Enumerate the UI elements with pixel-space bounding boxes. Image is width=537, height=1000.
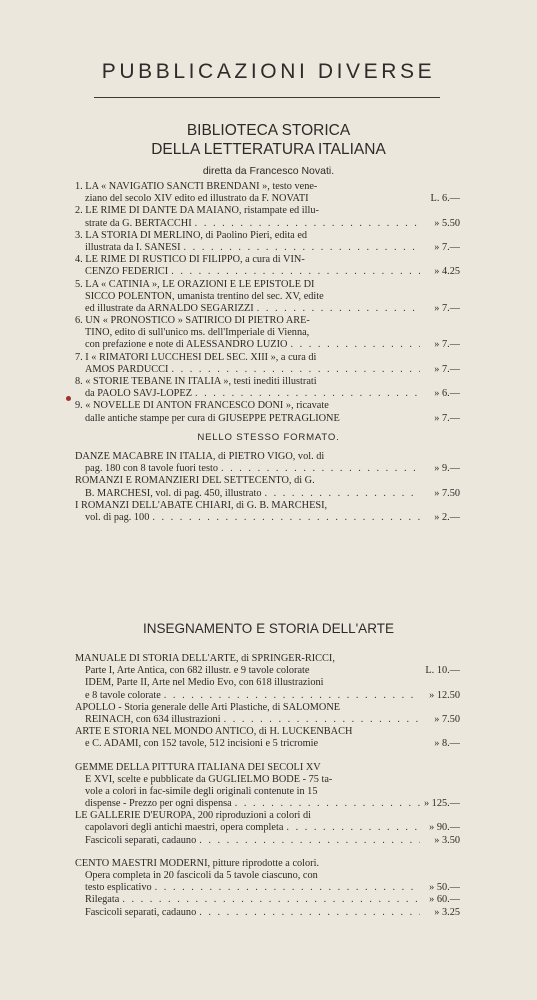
- catalog-line-text: DANZE MACABRE IN ITALIA, di PIETRO VIGO, vol. di: [75, 451, 325, 462]
- catalog-line: [75, 327, 460, 339]
- price: » 8.—: [434, 738, 460, 750]
- catalog-line: [75, 303, 460, 315]
- catalog-line: [75, 714, 460, 726]
- catalog-line-text: GEMME DELLA PITTURA ITALIANA DEI SECOLI XV: [75, 761, 321, 773]
- price: » 6.—: [434, 388, 460, 400]
- leader-dots: [254, 303, 420, 315]
- price: » 50.—: [429, 882, 460, 894]
- catalog-line: [75, 726, 460, 738]
- catalog-line: [75, 254, 460, 266]
- catalog-line: [75, 291, 460, 303]
- leader-dots: [168, 266, 420, 278]
- catalog-line: [75, 774, 460, 786]
- catalog-line: [75, 835, 460, 847]
- catalog-line: [75, 315, 460, 327]
- catalog-line: [75, 798, 460, 810]
- nello-stesso-list: [75, 451, 460, 524]
- catalog-line: [75, 364, 460, 376]
- catalog-line: [75, 242, 460, 254]
- biblioteca-list: [75, 181, 460, 425]
- catalog-line-text: ROMANZI E ROMANZIERI DEL SETTECENTO, di G.: [75, 475, 315, 487]
- catalog-line-text: SICCO POLENTON, umanista trentino del sec. XV, edite: [85, 290, 324, 302]
- catalog-line-text: pag. 180 con 8 tavole fuori testo: [85, 463, 218, 475]
- leader-dots: [119, 894, 420, 906]
- catalog-line: [75, 463, 460, 475]
- leader-dots: [196, 835, 420, 847]
- leader-dots: [161, 690, 420, 702]
- catalog-line-text: capolavori degli antichi maestri, opera completa: [85, 822, 284, 834]
- catalog-line-text: Fascicoli separati, cadauno: [85, 906, 197, 918]
- catalog-line: [75, 279, 460, 291]
- catalog-line: [75, 193, 460, 205]
- catalog-line: [75, 451, 460, 463]
- catalog-line-text: 3. LA STORIA DI MERLINO, di Paolino Pieri, edita ed: [75, 229, 308, 241]
- price: » 60.—: [429, 894, 460, 906]
- catalog-line-text: 2. LE RIME DI DANTE DA MAIANO, ristampate ed illu-: [75, 205, 319, 217]
- catalog-line-text: E XVI, scelte e pubblicate da GUGLIELMO BODE - 75 ta-: [85, 773, 333, 785]
- catalog-line: [75, 388, 460, 400]
- price: L. 6.—: [430, 193, 460, 205]
- catalog-line-text: illustrata da I. SANESI: [85, 241, 181, 253]
- catalog-line-text: da PAOLO SAVJ-LOPEZ: [85, 388, 192, 400]
- catalog-line-text: 4. LE RIME DI RUSTICO DI FILIPPO, a cura di VIN-: [75, 254, 305, 266]
- catalog-line: [75, 810, 460, 822]
- entry-gap: [75, 751, 460, 762]
- catalog-line: [75, 205, 460, 217]
- catalog-line: [75, 266, 460, 278]
- insegnamento-list: [75, 653, 460, 919]
- nello-stesso-heading: NELLO STESSO FORMATO.: [197, 432, 340, 443]
- leader-dots: [192, 388, 420, 400]
- catalog-line: [75, 738, 460, 750]
- catalog-line-text: 9. « NOVELLE DI ANTON FRANCESCO DONI », ricavate: [75, 400, 329, 412]
- price: » 7.—: [434, 412, 460, 424]
- catalog-line-text: Rilegata: [85, 894, 120, 906]
- catalog-line: [75, 512, 460, 524]
- leader-dots: [149, 512, 420, 524]
- leader-dots: [261, 488, 420, 500]
- catalog-line: [75, 786, 460, 798]
- catalog-line-text: B. MARCHESI, vol. di pag. 450, illustrato: [85, 487, 262, 499]
- catalog-line: [75, 822, 460, 834]
- catalog-line: [75, 665, 460, 677]
- catalog-line-text: e C. ADAMI, con 152 tavole, 512 incisioni e 5 tricromie: [85, 738, 319, 750]
- catalog-line-text: AMOS PARDUCCI: [85, 363, 169, 375]
- catalog-line: [75, 218, 460, 230]
- catalog-line-text: vol. di pag. 100: [85, 511, 150, 523]
- price: » 2.—: [434, 511, 460, 523]
- price: » 9.—: [434, 463, 460, 475]
- biblioteca-title-2: DELLA LETTERATURA ITALIANA: [151, 141, 386, 158]
- catalog-line-text: ed illustrate da ARNALDO SEGARIZZI: [85, 302, 254, 314]
- leader-dots: [192, 218, 420, 230]
- price: » 7.—: [434, 241, 460, 253]
- catalog-line: [75, 488, 460, 500]
- catalog-line: [75, 690, 460, 702]
- catalog-line: [75, 894, 460, 906]
- catalog-line: [75, 858, 460, 870]
- catalog-line: [75, 400, 460, 412]
- catalog-line-text: 5. LA « CATINIA », LE ORAZIONI E LE EPISTOLE DI: [75, 278, 315, 290]
- catalog-line-text: Fascicoli separati, cadauno: [85, 834, 197, 846]
- leader-dots: [152, 882, 420, 894]
- catalog-line-text: Parte I, Arte Antica, con 682 illustr. e 9 tavole colorate: [85, 665, 310, 677]
- price: » 5.50: [434, 217, 460, 229]
- catalog-line-text: e 8 tavole colorate: [85, 689, 161, 701]
- catalog-line-text: con prefazione e note di ALESSANDRO LUZIO: [85, 339, 288, 351]
- price: » 3.50: [434, 834, 460, 846]
- biblioteca-editor: diretta da Francesco Novati.: [202, 165, 335, 177]
- price: » 125.—: [423, 798, 460, 810]
- catalog-line-text: Opera completa in 20 fascicoli da 5 tavole ciascuno, con: [85, 870, 318, 881]
- catalog-line: [75, 181, 460, 193]
- price: » 7.50: [434, 713, 460, 725]
- catalog-line-text: strate da G. BERTACCHI: [85, 217, 192, 229]
- catalog-line-text: CENTO MAESTRI MODERNI, pitture riprodotte a colori.: [75, 857, 320, 869]
- catalog-line-text: APOLLO - Storia generale delle Arti Plastiche, di SALOMONE: [75, 701, 341, 713]
- catalog-line-text: CENZO FEDERICI: [85, 266, 169, 278]
- catalog-line-text: MANUALE DI STORIA DELL'ARTE, di SPRINGER-RICCI,: [75, 653, 335, 664]
- catalog-line-text: ziano del secolo XIV edito ed illustrato da F. NOVATI: [85, 193, 309, 205]
- catalog-line-text: TINO, edito di sull'unico ms. dell'Imperiale di Vienna,: [85, 327, 310, 339]
- price: » 12.50: [429, 689, 460, 701]
- biblioteca-title-1: BIBLIOTECA STORICA: [186, 122, 351, 139]
- catalog-line-text: REINACH, con 634 illustrazioni: [85, 713, 221, 725]
- catalog-line: [75, 882, 460, 894]
- catalog-line-text: IDEM, Parte II, Arte nel Medio Evo, con 618 illustrazioni: [85, 677, 324, 689]
- catalog-line: [75, 500, 460, 512]
- catalog-line-text: LE GALLERIE D'EUROPA, 200 riproduzioni a colori di: [75, 810, 311, 822]
- leader-dots: [221, 714, 420, 726]
- price: » 3.25: [434, 906, 460, 918]
- leader-dots: [218, 463, 420, 475]
- page-title: PUBBLICAZIONI DIVERSE: [101, 60, 436, 83]
- catalog-line: [75, 653, 460, 665]
- price: » 4.25: [434, 266, 460, 278]
- leader-dots: [287, 339, 420, 351]
- catalog-line: [75, 413, 460, 425]
- catalog-line: [75, 677, 460, 689]
- leader-dots: [196, 907, 420, 919]
- price: L. 10.—: [425, 665, 460, 677]
- price: » 7.—: [434, 302, 460, 314]
- price: » 7.—: [434, 339, 460, 351]
- catalog-line-text: testo esplicativo: [85, 882, 152, 894]
- price: » 7.—: [434, 363, 460, 375]
- catalog-line-text: ARTE E STORIA NEL MONDO ANTICO, di H. LUCKENBACH: [75, 726, 353, 738]
- catalog-line: [75, 339, 460, 351]
- price: » 90.—: [429, 822, 460, 834]
- catalog-line: [75, 475, 460, 487]
- price: » 7.50: [434, 487, 460, 499]
- catalog-line-text: 1. LA « NAVIGATIO SANCTI BRENDANI », testo vene-: [75, 181, 318, 192]
- catalog-line-text: 7. I « RIMATORI LUCCHESI DEL SEC. XIII », a cura di: [75, 351, 317, 363]
- catalog-line: [75, 870, 460, 882]
- catalog-line-text: vole a colori in fac-simile degli originali contenute in 15: [85, 785, 318, 797]
- catalog-line: [75, 702, 460, 714]
- catalog-line-text: 6. UN « PRONOSTICO » SATIRICO DI PIETRO ARE-: [75, 315, 310, 327]
- catalog-line: [75, 230, 460, 242]
- catalog-line-text: 8. « STORIE TEBANE IN ITALIA », testi inediti illustrati: [75, 376, 317, 387]
- leader-dots: [232, 798, 420, 810]
- leader-dots: [283, 822, 420, 834]
- leader-dots: [168, 364, 420, 376]
- insegnamento-heading: INSEGNAMENTO E STORIA DELL'ARTE: [143, 621, 394, 636]
- catalog-line-text: dalle antiche stampe per cura di GIUSEPPE PETRAGLIONE: [85, 412, 340, 424]
- catalog-line: [75, 376, 460, 388]
- leader-dots: [181, 242, 420, 254]
- catalog-line: [75, 907, 460, 919]
- catalog-line: [75, 762, 460, 774]
- catalog-line-text: dispense - Prezzo per ogni dispensa: [85, 798, 232, 810]
- catalog-line-text: I ROMANZI DELL'ABATE CHIARI, di G. B. MARCHESI,: [75, 499, 328, 511]
- catalog-line: [75, 352, 460, 364]
- entry-gap: [75, 847, 460, 858]
- title-rule: [94, 97, 440, 98]
- ink-spot: [66, 396, 71, 401]
